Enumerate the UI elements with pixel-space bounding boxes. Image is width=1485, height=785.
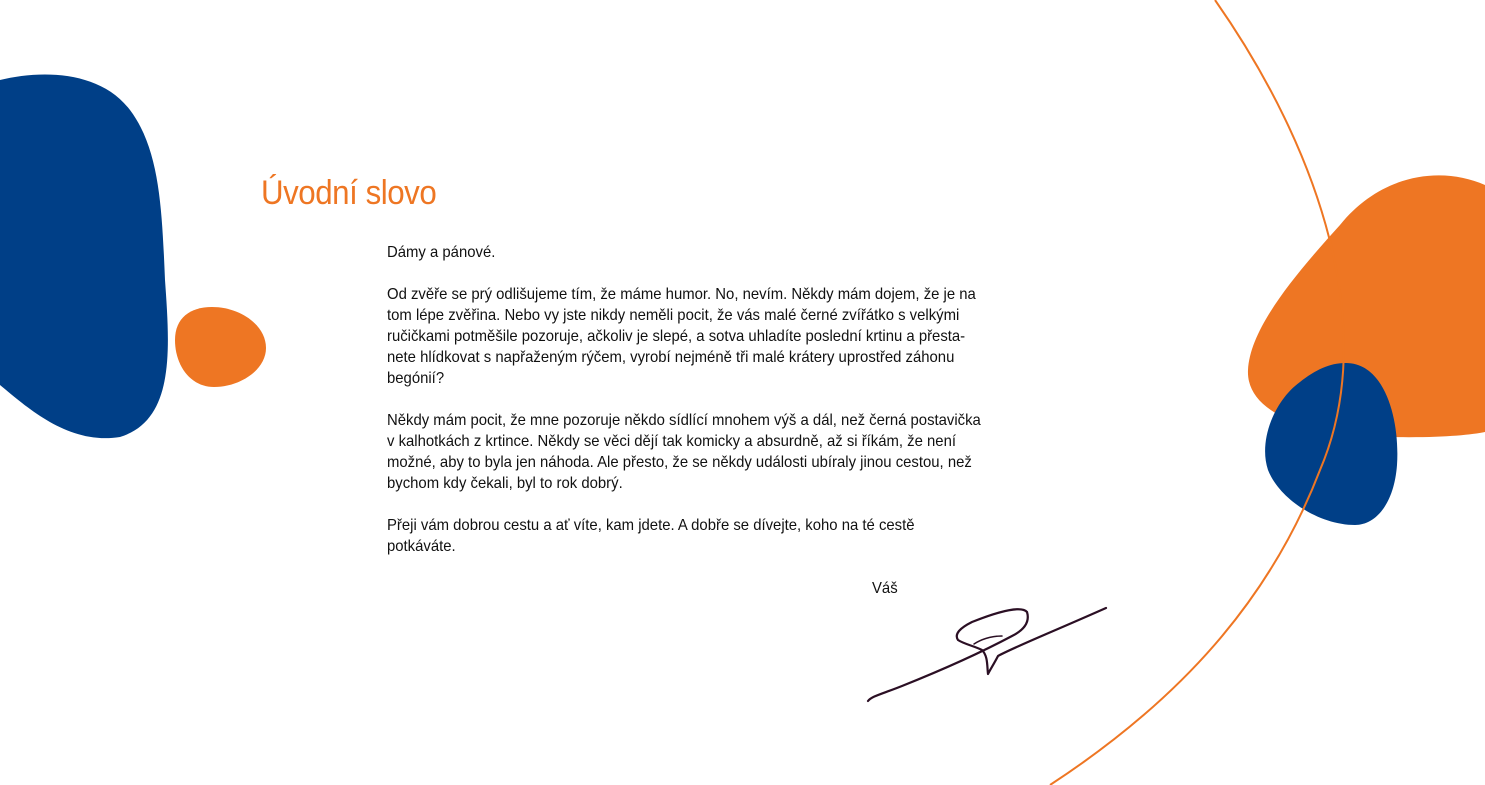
letter-paragraph-1: Od zvěře se prý odlišujeme tím, že máme humor. No, nevím. Někdy mám dojem, že je na tom lépe zvěřina. Nebo vy jste nikdy neměli pocit, že vás malé černé zvířátko s velkými ručičkami potměšile pozoruje, ačkoliv je slepé, a sotva uhladíte poslední krtinu a přesta-nete hlídkovat s napřaženým rýčem, vyrobí nejméně tři malé krátery uprostřed záhonu begónií? — [387, 286, 976, 387]
handwritten-signature — [862, 600, 1112, 710]
letter-signoff: Váš — [872, 580, 898, 597]
letter-greeting: Dámy a pánové. — [387, 244, 496, 261]
page-title: Úvodní slovo — [261, 174, 437, 212]
orange-blob-left — [175, 307, 266, 387]
letter-paragraph-2: Někdy mám pocit, že mne pozoruje někdo sídlící mnohem výš a dál, než černá postavička v kalhotkách z krtince. Někdy se věci dějí tak komicky a absurdně, až si říkám, že není možné, aby to byla jen náhoda. Ale přesto, že se někdy události ubíraly jinou cestou, než bychom kdy čekali, byl to rok dobrý. — [387, 412, 981, 492]
letter-paragraph-3: Přeji vám dobrou cestu a ať víte, kam jdete. A dobře se dívejte, koho na té cestě potkáváte. — [387, 517, 915, 555]
blue-blob-left — [0, 74, 168, 438]
letter-body — [387, 242, 982, 578]
